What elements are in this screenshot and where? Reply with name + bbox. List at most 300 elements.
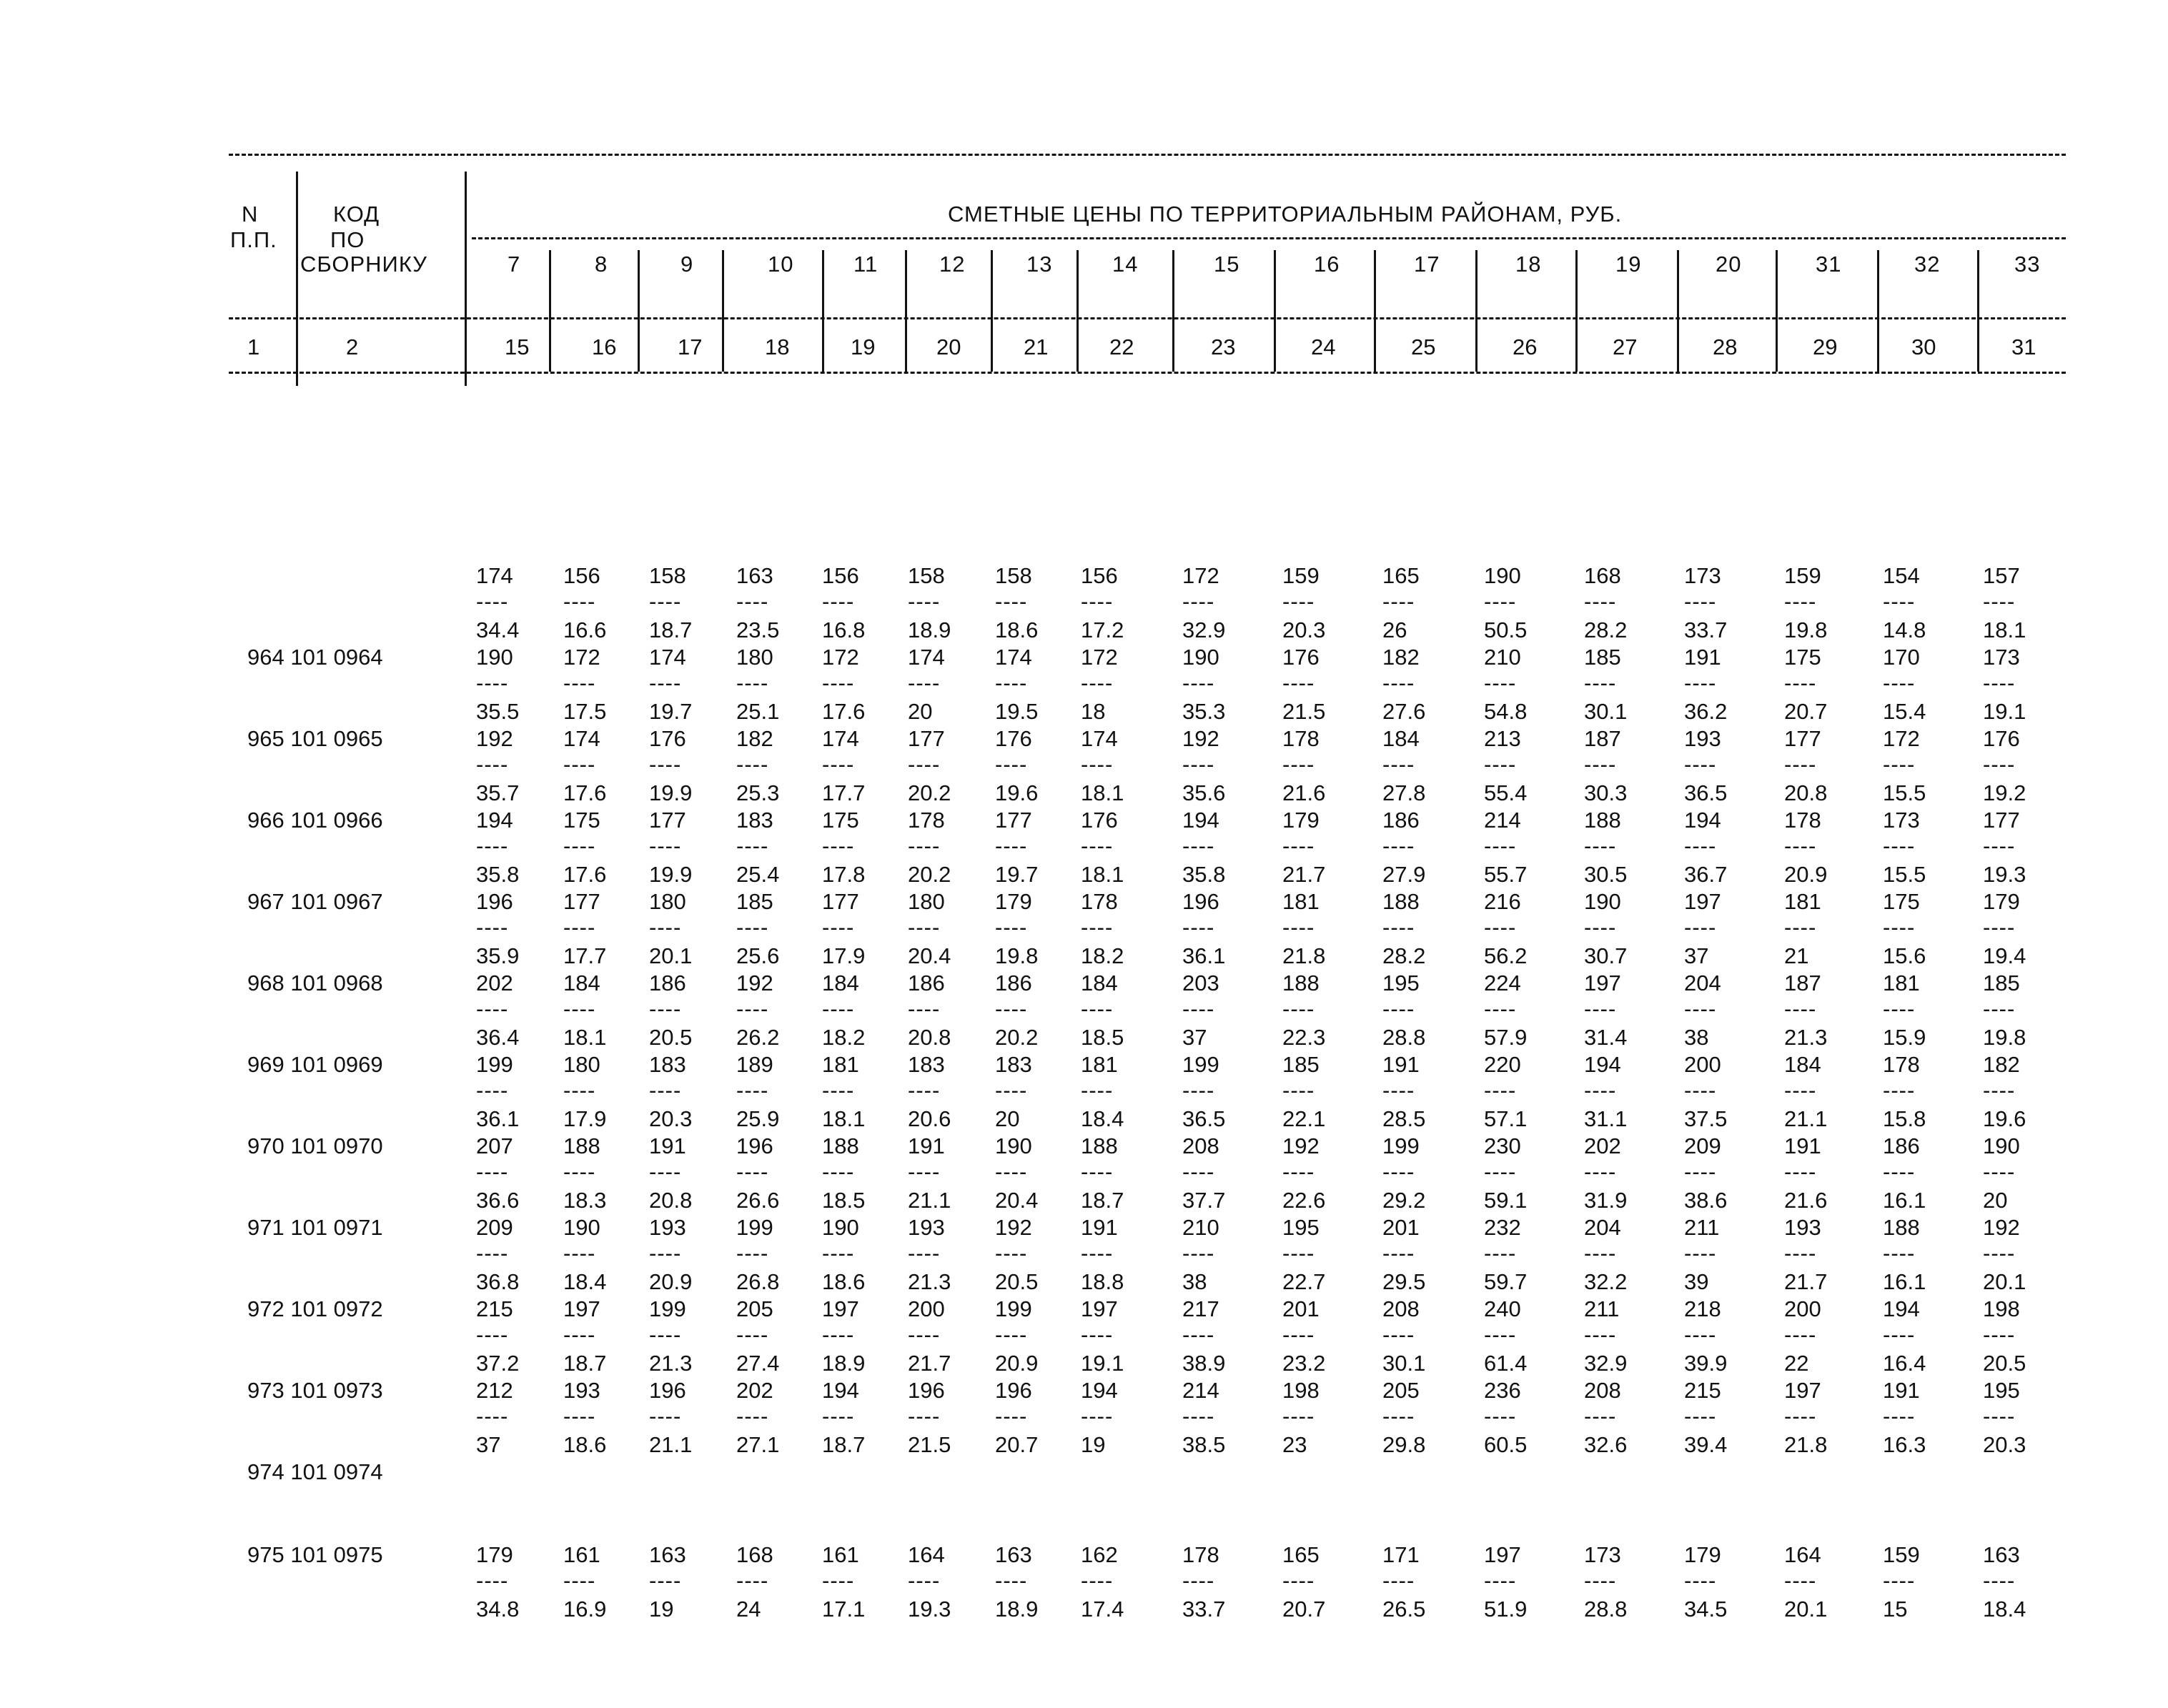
price-value: 191 bbox=[1382, 1052, 1420, 1077]
col-index-number: 29 bbox=[1813, 334, 1838, 359]
price-value: 198 bbox=[1282, 1378, 1320, 1403]
value-separator: ---- bbox=[1983, 1241, 2016, 1266]
value-separator: ---- bbox=[1684, 752, 1717, 777]
value-separator: ---- bbox=[1883, 1241, 1916, 1266]
price-value: 179 bbox=[1983, 889, 2020, 914]
row-code-label: 969 101 0969 bbox=[247, 1052, 383, 1077]
value-separator: ---- bbox=[995, 1322, 1028, 1347]
price-value: 170 bbox=[1883, 645, 1920, 670]
price-value: 201 bbox=[1382, 1215, 1420, 1240]
value-separator: ---- bbox=[1081, 752, 1114, 777]
wage-value: 31.9 bbox=[1584, 1188, 1628, 1213]
wage-value: 55.7 bbox=[1484, 862, 1528, 887]
price-value: 240 bbox=[1484, 1296, 1521, 1321]
value-separator: ---- bbox=[1584, 1322, 1617, 1347]
price-value: 196 bbox=[908, 1378, 945, 1403]
price-value: 174 bbox=[995, 645, 1032, 670]
wage-value: 18.6 bbox=[995, 617, 1039, 642]
value-separator: ---- bbox=[908, 996, 941, 1021]
wage-value: 35.9 bbox=[476, 943, 520, 968]
price-value: 179 bbox=[995, 889, 1032, 914]
wage-value: 17.7 bbox=[563, 943, 607, 968]
value-separator: ---- bbox=[649, 915, 682, 940]
value-separator: ---- bbox=[1584, 670, 1617, 695]
value-separator: ---- bbox=[1784, 1322, 1817, 1347]
wage-value: 39.4 bbox=[1684, 1432, 1728, 1457]
district-number: 17 bbox=[1414, 252, 1440, 277]
value-separator: ---- bbox=[1883, 1322, 1916, 1347]
value-separator: ---- bbox=[1382, 1159, 1415, 1184]
price-value: 215 bbox=[1684, 1378, 1721, 1403]
wage-value: 25.6 bbox=[736, 943, 780, 968]
district-number: 8 bbox=[595, 252, 608, 277]
wage-value: 20.5 bbox=[649, 1025, 693, 1050]
value-separator: ---- bbox=[1784, 833, 1817, 858]
wage-value: 24 bbox=[736, 1597, 761, 1622]
value-separator: ---- bbox=[1382, 1568, 1415, 1593]
value-separator: ---- bbox=[1282, 1322, 1315, 1347]
value-separator: ---- bbox=[1784, 1078, 1817, 1103]
value-separator: ---- bbox=[1883, 752, 1916, 777]
price-value: 191 bbox=[1883, 1378, 1920, 1403]
wage-value: 21.7 bbox=[1282, 862, 1326, 887]
wage-value: 21.7 bbox=[908, 1351, 951, 1376]
value-separator: ---- bbox=[908, 1322, 941, 1347]
price-value: 196 bbox=[649, 1378, 686, 1403]
price-value: 178 bbox=[1282, 726, 1320, 751]
price-value: 200 bbox=[1684, 1052, 1721, 1077]
price-value: 177 bbox=[822, 889, 859, 914]
header-top-rule bbox=[229, 154, 2066, 156]
value-separator: ---- bbox=[908, 1241, 941, 1266]
wage-value: 26.2 bbox=[736, 1025, 780, 1050]
col-index-number: 26 bbox=[1513, 334, 1538, 359]
value-separator: ---- bbox=[736, 915, 769, 940]
value-separator: ---- bbox=[1784, 1404, 1817, 1429]
value-separator: ---- bbox=[822, 1568, 855, 1593]
district-separator bbox=[1374, 250, 1376, 372]
price-value: 215 bbox=[476, 1296, 513, 1321]
value-separator: ---- bbox=[1883, 915, 1916, 940]
wage-value: 20.7 bbox=[1784, 699, 1828, 724]
price-value: 184 bbox=[1784, 1052, 1821, 1077]
col-index-number: 28 bbox=[1713, 334, 1738, 359]
price-value: 154 bbox=[1883, 563, 1920, 588]
wage-value: 51.9 bbox=[1484, 1597, 1528, 1622]
district-separator bbox=[991, 250, 993, 372]
price-value: 188 bbox=[1081, 1133, 1118, 1158]
value-separator: ---- bbox=[995, 1568, 1028, 1593]
wage-value: 39 bbox=[1684, 1269, 1709, 1294]
price-value: 193 bbox=[1784, 1215, 1821, 1240]
value-separator: ---- bbox=[1883, 996, 1916, 1021]
price-value: 164 bbox=[908, 1542, 945, 1567]
col-index-number: 16 bbox=[592, 334, 617, 359]
value-separator: ---- bbox=[649, 1322, 682, 1347]
wage-value: 36.7 bbox=[1684, 862, 1728, 887]
value-separator: ---- bbox=[1282, 589, 1315, 614]
value-separator: ---- bbox=[1484, 670, 1517, 695]
district-number: 18 bbox=[1515, 252, 1542, 277]
wage-value: 36.5 bbox=[1684, 780, 1728, 805]
value-separator: ---- bbox=[736, 1568, 769, 1593]
wage-value: 18.8 bbox=[1081, 1269, 1124, 1294]
wage-value: 61.4 bbox=[1484, 1351, 1528, 1376]
value-separator: ---- bbox=[476, 1159, 509, 1184]
wage-value: 30.7 bbox=[1584, 943, 1628, 968]
row-code-label: 972 101 0972 bbox=[247, 1296, 383, 1321]
price-value: 214 bbox=[1484, 808, 1521, 833]
value-separator: ---- bbox=[736, 996, 769, 1021]
price-value: 197 bbox=[1484, 1542, 1521, 1567]
price-value: 191 bbox=[1684, 645, 1721, 670]
wage-value: 37.7 bbox=[1182, 1188, 1226, 1213]
value-separator: ---- bbox=[649, 1241, 682, 1266]
wage-value: 21.1 bbox=[908, 1188, 951, 1213]
wage-value: 27.6 bbox=[1382, 699, 1426, 724]
value-separator: ---- bbox=[476, 915, 509, 940]
price-value: 188 bbox=[822, 1133, 859, 1158]
price-value: 184 bbox=[1382, 726, 1420, 751]
value-separator: ---- bbox=[1584, 1241, 1617, 1266]
value-separator: ---- bbox=[1584, 996, 1617, 1021]
value-separator: ---- bbox=[476, 1404, 509, 1429]
wage-value: 26.8 bbox=[736, 1269, 780, 1294]
wage-value: 19.1 bbox=[1983, 699, 2026, 724]
row-code-label: 971 101 0971 bbox=[247, 1215, 383, 1240]
price-value: 195 bbox=[1382, 970, 1420, 995]
value-separator: ---- bbox=[1081, 1078, 1114, 1103]
wage-value: 18.9 bbox=[995, 1597, 1039, 1622]
price-value: 157 bbox=[1983, 563, 2020, 588]
value-separator: ---- bbox=[649, 670, 682, 695]
price-value: 180 bbox=[908, 889, 945, 914]
value-separator: ---- bbox=[1584, 1568, 1617, 1593]
value-separator: ---- bbox=[476, 1568, 509, 1593]
value-separator: ---- bbox=[1081, 589, 1114, 614]
col-index-2: 2 bbox=[346, 334, 359, 359]
wage-value: 33.7 bbox=[1684, 617, 1728, 642]
wage-value: 19.9 bbox=[649, 862, 693, 887]
wage-value: 18.9 bbox=[908, 617, 951, 642]
price-value: 186 bbox=[908, 970, 945, 995]
district-separator bbox=[1575, 250, 1578, 372]
price-value: 159 bbox=[1282, 563, 1320, 588]
value-separator: ---- bbox=[1382, 670, 1415, 695]
value-separator: ---- bbox=[1382, 1078, 1415, 1103]
district-number: 12 bbox=[939, 252, 966, 277]
wage-value: 36.5 bbox=[1182, 1106, 1226, 1131]
wage-value: 21.6 bbox=[1282, 780, 1326, 805]
value-separator: ---- bbox=[1282, 1404, 1315, 1429]
wage-value: 35.5 bbox=[476, 699, 520, 724]
price-value: 179 bbox=[1684, 1542, 1721, 1567]
value-separator: ---- bbox=[649, 1159, 682, 1184]
price-value: 182 bbox=[1983, 1052, 2020, 1077]
price-value: 216 bbox=[1484, 889, 1521, 914]
price-value: 183 bbox=[736, 808, 773, 833]
wage-value: 34.5 bbox=[1684, 1597, 1728, 1622]
district-number: 16 bbox=[1314, 252, 1340, 277]
wage-value: 19.3 bbox=[908, 1597, 951, 1622]
col-index-number: 27 bbox=[1613, 334, 1638, 359]
district-separator bbox=[1172, 250, 1174, 372]
wage-value: 37 bbox=[1182, 1025, 1207, 1050]
district-separator bbox=[1475, 250, 1477, 372]
value-separator: ---- bbox=[1182, 1241, 1215, 1266]
price-value: 172 bbox=[1182, 563, 1219, 588]
wage-value: 38 bbox=[1182, 1269, 1207, 1294]
wage-value: 23.5 bbox=[736, 617, 780, 642]
value-separator: ---- bbox=[736, 1322, 769, 1347]
value-separator: ---- bbox=[1883, 670, 1916, 695]
wage-value: 21.3 bbox=[1784, 1025, 1828, 1050]
wage-value: 20.7 bbox=[995, 1432, 1039, 1457]
price-value: 195 bbox=[1282, 1215, 1320, 1240]
value-separator: ---- bbox=[736, 670, 769, 695]
value-separator: ---- bbox=[908, 915, 941, 940]
wage-value: 18.7 bbox=[822, 1432, 866, 1457]
value-separator: ---- bbox=[563, 915, 596, 940]
district-number: 10 bbox=[768, 252, 794, 277]
district-number: 31 bbox=[1816, 252, 1842, 277]
wage-value: 16.9 bbox=[563, 1597, 607, 1622]
wage-value: 18.9 bbox=[822, 1351, 866, 1376]
value-separator: ---- bbox=[649, 752, 682, 777]
value-separator: ---- bbox=[1282, 670, 1315, 695]
wage-value: 19.8 bbox=[1784, 617, 1828, 642]
wage-value: 20.9 bbox=[649, 1269, 693, 1294]
header-sborniku-label: СБОРНИКУ bbox=[300, 252, 427, 277]
price-value: 178 bbox=[1182, 1542, 1219, 1567]
price-value: 174 bbox=[822, 726, 859, 751]
value-separator: ---- bbox=[563, 1159, 596, 1184]
value-separator: ---- bbox=[995, 996, 1028, 1021]
value-separator: ---- bbox=[1983, 1159, 2016, 1184]
value-separator: ---- bbox=[995, 1241, 1028, 1266]
price-value: 183 bbox=[908, 1052, 945, 1077]
value-separator: ---- bbox=[1282, 1241, 1315, 1266]
price-value: 171 bbox=[1382, 1542, 1420, 1567]
value-separator: ---- bbox=[1584, 915, 1617, 940]
value-separator: ---- bbox=[1784, 915, 1817, 940]
wage-value: 20.8 bbox=[649, 1188, 693, 1213]
price-value: 188 bbox=[1584, 808, 1621, 833]
value-separator: ---- bbox=[1784, 589, 1817, 614]
value-separator: ---- bbox=[1382, 1322, 1415, 1347]
value-separator: ---- bbox=[649, 996, 682, 1021]
value-separator: ---- bbox=[908, 670, 941, 695]
price-value: 197 bbox=[1684, 889, 1721, 914]
value-separator: ---- bbox=[995, 589, 1028, 614]
price-value: 214 bbox=[1182, 1378, 1219, 1403]
wage-value: 27.8 bbox=[1382, 780, 1426, 805]
header-main-title: СМЕТНЫЕ ЦЕНЫ ПО ТЕРРИТОРИАЛЬНЫМ РАЙОНАМ, РУБ. bbox=[948, 202, 1623, 227]
wage-value: 18.4 bbox=[563, 1269, 607, 1294]
price-value: 211 bbox=[1684, 1215, 1720, 1240]
value-separator: ---- bbox=[908, 1159, 941, 1184]
value-separator: ---- bbox=[1282, 996, 1315, 1021]
wage-value: 27.1 bbox=[736, 1432, 780, 1457]
price-value: 202 bbox=[1584, 1133, 1621, 1158]
price-value: 188 bbox=[1883, 1215, 1920, 1240]
price-value: 177 bbox=[563, 889, 600, 914]
value-separator: ---- bbox=[1382, 833, 1415, 858]
wage-value: 20 bbox=[995, 1106, 1020, 1131]
price-value: 192 bbox=[476, 726, 513, 751]
wage-value: 18.1 bbox=[1081, 780, 1124, 805]
wage-value: 31.4 bbox=[1584, 1025, 1628, 1050]
value-separator: ---- bbox=[1784, 1241, 1817, 1266]
value-separator: ---- bbox=[1584, 833, 1617, 858]
value-separator: ---- bbox=[1282, 1078, 1315, 1103]
wage-value: 20.2 bbox=[908, 780, 951, 805]
value-separator: ---- bbox=[1081, 996, 1114, 1021]
wage-value: 29.8 bbox=[1382, 1432, 1426, 1457]
value-separator: ---- bbox=[1983, 1078, 2016, 1103]
wage-value: 21.1 bbox=[1784, 1106, 1828, 1131]
value-separator: ---- bbox=[476, 1241, 509, 1266]
price-value: 190 bbox=[476, 645, 513, 670]
value-separator: ---- bbox=[1784, 1159, 1817, 1184]
price-value: 199 bbox=[995, 1296, 1032, 1321]
district-separator bbox=[1274, 250, 1276, 372]
row-code-label: 964 101 0964 bbox=[247, 645, 383, 670]
wage-value: 20.2 bbox=[908, 862, 951, 887]
value-separator: ---- bbox=[1584, 1078, 1617, 1103]
col-index-number: 25 bbox=[1411, 334, 1436, 359]
wage-value: 16.6 bbox=[563, 617, 607, 642]
value-separator: ---- bbox=[1484, 915, 1517, 940]
price-value: 161 bbox=[563, 1542, 600, 1567]
price-value: 200 bbox=[1784, 1296, 1821, 1321]
price-value: 175 bbox=[822, 808, 859, 833]
value-separator: ---- bbox=[1584, 752, 1617, 777]
wage-value: 19.3 bbox=[1983, 862, 2026, 887]
price-value: 190 bbox=[1584, 889, 1621, 914]
wage-value: 22.1 bbox=[1282, 1106, 1326, 1131]
value-separator: ---- bbox=[1684, 915, 1717, 940]
value-separator: ---- bbox=[822, 1159, 855, 1184]
header-kod-label: КОД bbox=[333, 202, 380, 227]
price-value: 199 bbox=[476, 1052, 513, 1077]
value-separator: ---- bbox=[1182, 589, 1215, 614]
wage-value: 19.7 bbox=[995, 862, 1039, 887]
price-value: 174 bbox=[908, 645, 945, 670]
price-value: 199 bbox=[736, 1215, 773, 1240]
value-separator: ---- bbox=[736, 1159, 769, 1184]
district-number: 7 bbox=[508, 252, 521, 277]
value-separator: ---- bbox=[1484, 752, 1517, 777]
value-separator: ---- bbox=[1282, 915, 1315, 940]
price-value: 181 bbox=[1282, 889, 1320, 914]
wage-value: 20 bbox=[1983, 1188, 2008, 1213]
value-separator: ---- bbox=[1983, 833, 2016, 858]
value-separator: ---- bbox=[1684, 1568, 1717, 1593]
wage-value: 20.3 bbox=[649, 1106, 693, 1131]
value-separator: ---- bbox=[1182, 1159, 1215, 1184]
header-subrow-rule bbox=[229, 317, 2066, 319]
wage-value: 22.6 bbox=[1282, 1188, 1326, 1213]
wage-value: 25.3 bbox=[736, 780, 780, 805]
price-value: 188 bbox=[1382, 889, 1420, 914]
district-separator bbox=[722, 250, 724, 372]
wage-value: 17.6 bbox=[563, 862, 607, 887]
value-separator: ---- bbox=[1182, 996, 1215, 1021]
header-vbar-1 bbox=[296, 172, 298, 386]
value-separator: ---- bbox=[1282, 1568, 1315, 1593]
value-separator: ---- bbox=[1684, 1322, 1717, 1347]
price-value: 179 bbox=[1282, 808, 1320, 833]
price-value: 174 bbox=[649, 645, 686, 670]
district-number: 13 bbox=[1026, 252, 1053, 277]
value-separator: ---- bbox=[995, 833, 1028, 858]
value-separator: ---- bbox=[1182, 1078, 1215, 1103]
value-separator: ---- bbox=[995, 1159, 1028, 1184]
wage-value: 36.6 bbox=[476, 1188, 520, 1213]
price-value: 192 bbox=[995, 1215, 1032, 1240]
price-value: 186 bbox=[1382, 808, 1420, 833]
wage-value: 15.4 bbox=[1883, 699, 1926, 724]
wage-value: 57.9 bbox=[1484, 1025, 1528, 1050]
value-separator: ---- bbox=[908, 1404, 941, 1429]
wage-value: 17.7 bbox=[822, 780, 866, 805]
header-mid-rule bbox=[472, 237, 2066, 239]
value-separator: ---- bbox=[1282, 752, 1315, 777]
wage-value: 16.3 bbox=[1883, 1432, 1926, 1457]
value-separator: ---- bbox=[1081, 915, 1114, 940]
wage-value: 28.8 bbox=[1584, 1597, 1628, 1622]
price-value: 192 bbox=[1182, 726, 1219, 751]
value-separator: ---- bbox=[1282, 1159, 1315, 1184]
price-value: 194 bbox=[1182, 808, 1219, 833]
value-separator: ---- bbox=[1684, 1078, 1717, 1103]
price-value: 168 bbox=[1584, 563, 1621, 588]
value-separator: ---- bbox=[1784, 752, 1817, 777]
price-value: 194 bbox=[1584, 1052, 1621, 1077]
value-separator: ---- bbox=[822, 752, 855, 777]
value-separator: ---- bbox=[1182, 915, 1215, 940]
district-number: 15 bbox=[1214, 252, 1240, 277]
price-value: 196 bbox=[476, 889, 513, 914]
price-value: 187 bbox=[1784, 970, 1821, 995]
district-separator bbox=[1776, 250, 1778, 372]
wage-value: 20.9 bbox=[1784, 862, 1828, 887]
wage-value: 18.4 bbox=[1081, 1106, 1124, 1131]
wage-value: 27.4 bbox=[736, 1351, 780, 1376]
district-number: 32 bbox=[1914, 252, 1941, 277]
value-separator: ---- bbox=[1382, 752, 1415, 777]
price-value: 199 bbox=[1382, 1133, 1420, 1158]
wage-value: 17.1 bbox=[822, 1597, 866, 1622]
price-value: 162 bbox=[1081, 1542, 1118, 1567]
price-value: 196 bbox=[1182, 889, 1219, 914]
value-separator: ---- bbox=[995, 752, 1028, 777]
price-value: 163 bbox=[649, 1542, 686, 1567]
price-value: 207 bbox=[476, 1133, 513, 1158]
price-value: 172 bbox=[822, 645, 859, 670]
price-value: 190 bbox=[822, 1215, 859, 1240]
value-separator: ---- bbox=[736, 1078, 769, 1103]
wage-value: 23 bbox=[1282, 1432, 1307, 1457]
price-value: 193 bbox=[1684, 726, 1721, 751]
wage-value: 20.7 bbox=[1282, 1597, 1326, 1622]
value-separator: ---- bbox=[1182, 752, 1215, 777]
wage-value: 15.9 bbox=[1883, 1025, 1926, 1050]
wage-value: 20.1 bbox=[1983, 1269, 2026, 1294]
value-separator: ---- bbox=[822, 589, 855, 614]
header-n-label: N bbox=[242, 202, 259, 227]
